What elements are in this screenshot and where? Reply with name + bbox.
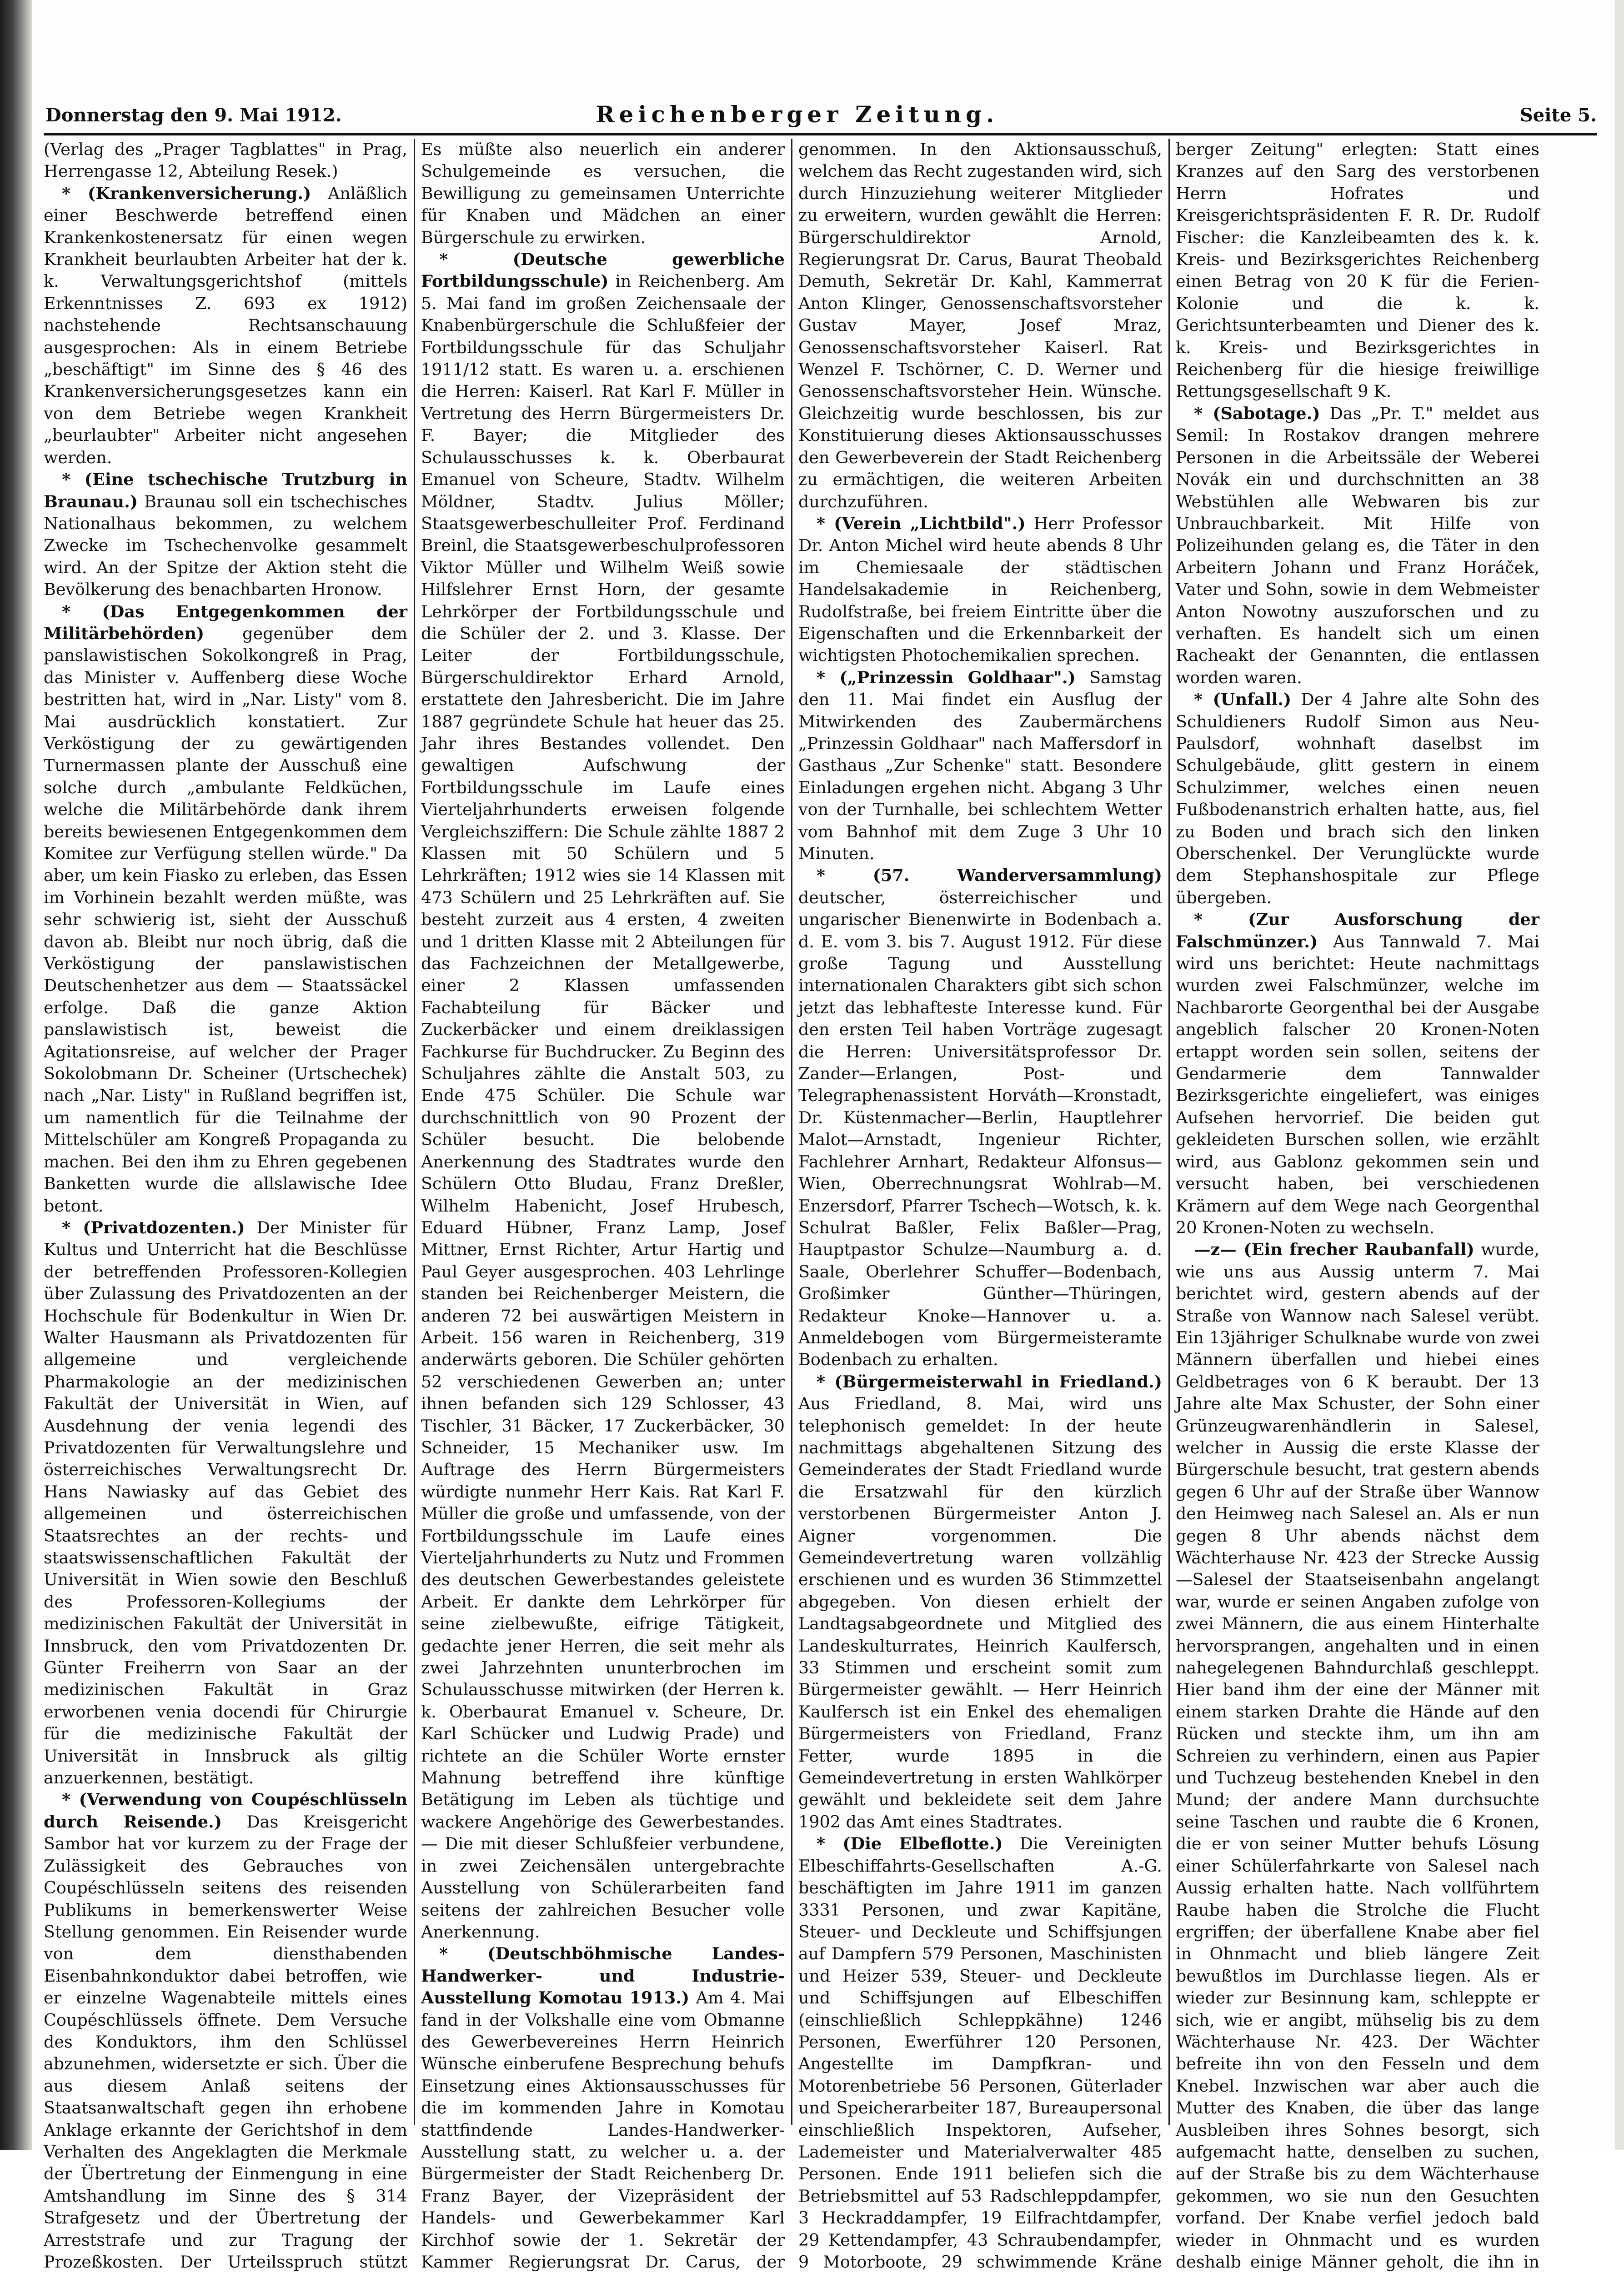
article-text: Am 4. Mai fand in der Volkshalle eine vom Obmanne des Gewerbevereines Herrn Heinrich Wünsche einberufene Besprechung behufs Einsetzung eines Aktionsausschusses für die im kommenden Jahre in Komotau stattfindende Landes-Handwerker-Ausstellung statt, zu welcher u. a. der Bürgermeister der Stadt Reichenberg Dr. Franz Bayer, der Vizepräsident der Handels- und Gewerbekammer Karl Kirchhof sowie der 1. Sekretär der Kammer Regierungsrat Dr. Carus, der [421, 1988, 785, 2272]
article-paragraph [44, 1789, 407, 2273]
scan-edge-left [0, 0, 32, 2150]
article-text: Das „Pr. T." meldet aus Semil: In Rostakov drangen mehrere Personen in die Arbeitssäle der Weberei Novák ein und durchschnitten an 38 Webstühlen alle Webwaren bis zur Unbrauchbarkeit. Mit Hilfe von Polizeihunden gelang es, die Täter in den Arbeitern Johann und Franz Horáček, Vater und Sohn, sowie in dem Webmeister Anton Nowotny auszuforschen und zu verhaften. Es handelt sich um einen Racheakt der Genannten, die entlassen worden waren. [1176, 403, 1539, 687]
article-paragraph [44, 139, 407, 183]
article-paragraph [44, 601, 407, 1217]
article-paragraph [1176, 403, 1539, 689]
column-4 [1176, 139, 1540, 2272]
article-text: Es müßte also neuerlich ein anderer Schulgemeinde es versuchen, die Bewilligung zu gemeinsamen Unterrichte für Knaben und Mädchen an einer Bürgerschule zu erwirken. [421, 140, 785, 247]
article-paragraph [421, 139, 785, 249]
article-text: Der 4 Jahre alte Sohn des Schuldieners Rudolf Simon aus Neu-Paulsdorf, wohnhaft daselbst im Schulgebäude, glitt gestern in einem Schulzimmer, welches einen neuen Fußbodenanstrich erhalten hatte, aus, fiel zu Boden und brach sich den linken Oberschenkel. Der Verunglückte wurde dem Stephanshospitale zur Pflege übergeben. [1176, 690, 1540, 907]
article-heading: * (Bürgermeisterwahl in Friedland.) [817, 1372, 1162, 1392]
article-text: Herr Professor Dr. Anton Michel wird heute abends 8 Uhr im Chemiesaale der städtischen Handelsakademie in Reichenberg, Rudolfstraße, bei freiem Eintritte über die Eigenschaften und die Erkennbarkeit der wichtigsten Photochemikalien sprechen. [798, 513, 1162, 666]
article-paragraph [798, 513, 1162, 667]
article-text: gegenüber dem panslawistischen Sokolkongreß in Prag, das Minister v. Auffenberg diese Woche bestritten hat, wird in „Nar. Listy" vom 8. Mai ausdrücklich konstatiert. Zur Verköstigung der zu gewärtigenden Turnermassen plante der Ausschuß eine solche durch „ambulante Feldküchen, welche die Militärbehörde dank ihrem bereits bewiesenen Entgegenkommen dem Komitee zur Verfügung stellen würde." Da aber, um kein Fiasko zu erleben, das Essen im Vorhinein bezahlt werden müßte, was sehr schwierig ist, sieht der Ausschuß davon ab. Bleibt nur noch übrig, daß die Verköstigung der panslawistischen Deutschenhetzer aus dem — Staatssäckel erfolge. Daß die ganze Aktion panslawistisch ist, beweist die Agitationsreise, auf welcher der Prager Sokolobmann Dr. Scheiner (Urtschechek) nach „Nar. Listy" in Rußland begriffen ist, um namentlich für die Teilnahme der Mittelschüler am Kongreß Propaganda zu machen. Bei den ihm zu Ehren gegebenen Banketten wurde die allslawische Idee betont. [44, 623, 407, 1216]
article-text: genommen. In den Aktionsausschuß, welchem das Recht zugestanden wird, sich durch Hinzuziehung weiterer Mitglieder zu erweitern, wurden gewählt die Herren: Bürgerschuldirektor Arnold, Regierungsrat Dr. Carus, Baurat Theobald Demuth, Sekretär Dr. Kahl, Kammerrat Anton Klinger, Genossenschaftsvorsteher Gustav Mayer, Josef Mraz, Genossenschaftsvorsteher Kaiserl. Rat Wenzel F. Tschörner, C. D. Werner und Genossenschaftsvorsteher Hein. Wünsche. Gleichzeitig wurde beschlossen, bis zur Konstituierung dieses Aktionsausschusses den Gewerbeverein der Stadt Reichenberg zu ermächtigen, die weiteren Arbeiten durchzuführen. [798, 140, 1162, 511]
article-paragraph [421, 1943, 785, 2273]
article-paragraph [798, 1833, 1162, 2273]
scan-edge-right [1615, 0, 1624, 2150]
article-paragraph [1176, 1239, 1539, 2273]
article-text: in Reichenberg. Am 5. Mai fand im großen Zeichensaale der Knabenbürgerschule die Schlußfeier der Fortbildungsschule für das Schuljahr 1911/12 statt. Es waren u. a. erschienen die Herren: Kaiserl. Rat Karl F. Müller in Vertretung des Herrn Bürgermeisters Dr. F. Bayer; die Mitglieder des Schulausschusses k. k. Oberbaurat Emanuel von Scheure, Stadtv. Wilhelm Möldner, Stadtv. Julius Möller; Staatsgewerbeschulleiter Prof. Ferdinand Breinl, die Staatsgewerbeschulprofessoren Viktor Müller und Wilhelm Weiß sowie Hilfslehrer Ernst Horn, der gesamte Lehrkörper der Fortbildungsschule und die Schüler der 2. und 3. Klasse. Der Leiter der Fortbildungsschule, Bürgerschuldirektor Erhard Arnold, erstattete den Jahresbericht. Die im Jahre 1887 gegründete Schule hat heuer das 25. Jahr ihres Bestandes vollendet. Den gewaltigen Aufschwung der Fortbildungsschule im Laufe eines Vierteljahrhunderts erweisen folgende Vergleichsziffern: Die Schule zählte 1887 2 Klassen mit 50 Schülern und 5 Lehrkräften; 1912 wies sie 14 Klassen mit 473 Schülern und 25 Lehrkräften auf. Sie besteht zurzeit aus 4 ersten, 4 zweiten und 1 dritten Klasse mit 2 Abteilungen für das Fachzeichnen der Metallgewerbe, einer 2 Klassen umfassenden Fachabteilung für Bäcker und Zuckerbäcker und einem dreiklassigen Fachkurse für Buchdrucker. Zu Beginn des Schuljahres zählte die Anstalt 503, zu Ende 475 Schüler. Die Schule war durchschnittlich von 90 Prozent der Schüler besucht. Die belobende Anerkennung des Stadtrates wurde den Schülern Otto Bludau, Franz Dreßler, Wilhelm Habenicht, Josef Hrubesch, Eduard Hübner, Franz Lamp, Josef Mittner, Ernst Richter, Artur Hartig und Paul Geyer ausgesprochen. 403 Lehrlinge standen bei Reichenberger Meistern, die anderen 72 bei auswärtigen Meistern in Arbeit. 156 waren in Reichenberg, 319 anderwärts geboren. Die Schüler gehörten 52 verschiedenen Gewerben an; unter ihnen befanden sich 129 Schlosser, 43 Tischler, 31 Bäcker, 17 Zuckerbäcker, 30 Schneider, 15 Mechaniker usw. Im Auftrage des Herrn Bürgermeisters würdigte nunmehr Herr Kais. Rat Karl F. Müller die große und umfassende, von der Fortbildungsschule im Laufe eines Vierteljahrhunderts zu Nutz und Frommen des deutschen Gewerbestandes geleistete Arbeit. Er dankte dem Lehrkörper für seine zielbewußte, eifrige Tätigkeit, gedachte jener Herren, die seit mehr als zwei Jahrzehnten ununterbrochen im Schulausschusse mitwirken (der Herren k. k. Oberbaurat Emanuel v. Scheure, Dr. Karl Schücker und Ludwig Prade) und richtete an die Schüler Worte ernster Mahnung betreffend ihre künftige Betätigung im Leben als tüchtige und wackere Angehörige des Gewerbestandes. — Die mit dieser Schlußfeier verbundene, in zwei Zeichensälen untergebrachte Ausstellung von Schülerarbeiten fand seitens der zahlreichen Besucher volle Anerkennung. [421, 271, 785, 1942]
article-paragraph [1176, 909, 1539, 1239]
article-paragraph [421, 249, 785, 1943]
article-paragraph [44, 469, 407, 601]
column-divider [1168, 139, 1170, 2125]
article-paragraph [798, 139, 1162, 513]
article-paragraph [798, 667, 1162, 865]
article-heading: * („Prinzessin Goldhaar".) [817, 667, 1076, 687]
article-text: wurde, wie uns aus Aussig unterm 7. Mai berichtet wird, gestern abends auf der Straße von Wannow nach Salesel verübt. Ein 13jähriger Schulknabe wurde von zwei Männern überfallen und hiebei eines Geldbetrages von 6 K beraubt. Der 13 Jahre alte Max Schuster, der Sohn einer Grünzeugwarenhändlerin in Salesel, welcher in Aussig die erste Klasse der Bürgerschule besucht, trat gestern abends gegen 6 Uhr auf der Straße über Wannow den Heimweg nach Salesel an. Als er nun gegen 8 Uhr abends nächst dem Wächterhause Nr. 423 der Strecke Aussig—Salesel der Staatseisenbahn angelangt war, wurde er seinen Angaben zufolge von zwei Männern, die aus einem Hinterhalte hervorsprangen, angehalten und in einen nahegelegenen Bahndurchlaß geschleppt. Hier band ihm der eine der Männer mit einem starken Drahte die Hände auf den Rücken und steckte ihm, um ihn am Schreien zu verhindern, einen aus Papier und Tuchzeug bestehenden Knebel in den Mund; der andere Mann durchsuchte seine Taschen und raubte die 6 Kronen, die er von seiner Mutter behufs Lösung einer Schülerfahrkarte von Salesel nach Aussig erhalten hatte. Nach vollführtem Raube haben die Strolche die Flucht ergriffen; der überfallene Knabe aber fiel in Ohnmacht und blieb längere Zeit bewußtlos im Durchlasse liegen. Als er wieder zur Besinnung kam, schleppte er sich, wie er angibt, mühselig bis zu dem Wächterhause Nr. 423. Der Wächter befreite ihn von den Fesseln und dem Knebel. Inzwischen war aber auch die Mutter des Knaben, die über das lange Ausbleiben ihres Sohnes besorgt, sich aufgemacht hatte, denselben zu suchen, auf der Straße bis zu dem Wächterhause gekommen, wo sie nun den Gesuchten vorfand. Der Knabe verfiel jedoch bald wieder in Ohnmacht und es wurden deshalb einige Männer geholt, die ihn in [1176, 1240, 1539, 2272]
article-heading: * (Zur Ausforschung der Falschmünzer.) [1176, 910, 1539, 951]
article-text: deutscher, österreichischer und ungarischer Bienenwirte in Bodenbach a. d. E. vom 3. bis 7. August 1912. Für diese große Tagung und Ausstellung internationalen Charakters gibt sich schon jetzt das lebhafteste Interesse kund. Für den ersten Teil haben Vorträge zugesagt die Herren: Universitätsprofessor Dr. Zander—Erlangen, Post- und Telegraphenassistent Horváth—Kronstadt, Dr. Küstenmacher—Berlin, Hauptlehrer Malot—Arnstadt, Ingenieur Richter, Fachlehrer Arnhart, Redakteur Alfonsus—Wien, Oberrechnungsrat Wohlrab—M. Enzersdorf, Pfarrer Tschech—Wotsch, k. k. Schulrat Baßler, Felix Baßler—Prag, Hauptpastor Schulze—Naumburg a. d. Saale, Oberlehrer Schuffer—Bodenbach, Großimker Günther—Thüringen, Redakteur Knoke—Hannover u. a. Anmeldebogen vom Bürgermeisteramte Bodenbach zu erhalten. [798, 887, 1162, 1370]
article-text: Samstag den 11. Mai findet ein Ausflug der Mitwirkenden des Zaubermärchens „Prinzessin Goldhaar" nach Maffersdorf in Gasthaus „Zur Schenke" statt. Besondere Einladungen ergehen nicht. Abgang 3 Uhr von der Turnhalle, bei schlechtem Wetter vom Bahnhof mit dem Zuge 3 Uhr 10 Minuten. [798, 667, 1162, 863]
article-text: Anläßlich einer Beschwerde betreffend einen Krankenkostenersatz für einen wegen Krankheit beurlaubten Arbeiter hat der k. k. Verwaltungsgerichtshof (mittels Erkenntnisses Z. 693 ex 1912) nachstehende Rechtsanschauung ausgesprochen: Als in einem Betriebe „beschäftigt" im Sinne des § 46 des Krankenversicherungsgesetzes kann ein von dem Betriebe wegen Krankheit „beurlaubter" Arbeiter nicht angesehen werden. [44, 183, 407, 467]
article-heading: * (Sabotage.) [1194, 403, 1320, 423]
column-divider [414, 139, 415, 2125]
page-number: Seite 5. [1519, 105, 1597, 126]
column-divider [791, 139, 792, 2125]
article-heading: * (Unfall.) [1194, 690, 1292, 710]
article-text: (Verlag des „Prager Tagblattes" in Prag, Herrengasse 12, Abteilung Resek.) [44, 140, 407, 181]
header-date: Donnerstag den 9. Mai 1912. [45, 105, 342, 126]
article-heading: * (Die Elbeflotte.) [817, 1834, 1003, 1854]
column-3 [798, 139, 1163, 2272]
article-paragraph [798, 1371, 1162, 1833]
article-text: Aus Friedland, 8. Mai, wird uns telephonisch gemeldet: In der heute nachmittags abgehaltenen Sitzung des Gemeinderates der Stadt Friedland wurde die Ersatzwahl für den kürzlich verstorbenen Bürgermeister Anton J. Aigner vorgenommen. Die Gemeindevertretung waren vollzählig erschienen und es wurden 36 Stimmzettel abgegeben. Von diesen erhielt der Landtagsabgeordnete und Mitglied des Landeskulturrates, Heinrich Kaulfersch, 33 Stimmen und erscheint somit zum Bürgermeister gewählt. — Herr Heinrich Kaulfersch ist ein Enkel des ehemaligen Bürgermeisters von Friedland, Franz Fetter, wurde 1895 in die Gemeindevertretung in ersten Wahlkörper gewählt und bekleidete seit dem Jahre 1902 das Amt eines Stadtrates. [798, 1394, 1162, 1832]
article-heading: * (Krankenversicherung.) [62, 183, 311, 203]
article-text: Die Vereinigten Elbeschiffahrts-Gesellschaften A.-G. beschäftigten im Jahre 1911 im ganzen 3331 Personen, und zwar Kapitäne, Steuer- und Deckleute und Schiffsjungen auf Dampfern 579 Personen, Maschinisten und Heizer 539, Steuer- und Deckleute und Schiffsjungen auf Elbeschiffen (einschließlich Schleppkähne) 1246 Personen, Ewerführer 120 Personen, Angestellte im Dampfkran- und Motorenbetriebe 56 Personen, Güterlader und Speicherarbeiter 187, Bureaupersonal einschließlich Inspektoren, Aufseher, Lademeister und Materialverwalter 485 Personen. Ende 1911 beliefen sich die Betriebsmittel auf 53 Radschleppdampfer, 3 Heckraddampfer, 19 Eilfrachtdampfer, 29 Kettendampfer, 43 Schraubendampfer, 9 Motorboote, 29 schwimmende Kräne [798, 1834, 1163, 2272]
column-2 [421, 139, 785, 2272]
article-heading: * (Privatdozenten.) [62, 1217, 245, 1237]
header-rule [44, 133, 1597, 135]
article-paragraph [44, 1217, 407, 1789]
article-paragraph [44, 183, 407, 469]
column-1 [44, 139, 407, 2272]
article-paragraph [798, 865, 1162, 1371]
article-heading: —z— (Ein frecher Raubanfall) [1194, 1240, 1474, 1260]
article-paragraph [1176, 139, 1539, 403]
masthead-title: Reichenberger Zeitung. [596, 101, 999, 128]
article-heading: * (Das Entgegenkommen der Militärbehörden) [44, 601, 407, 643]
article-text: Braunau soll ein tschechisches Nationalhaus bekommen, zu welchem Zwecke im Tschechenvolke gesammelt wird. An der Spitze der Aktion steht die Bevölkerung des benachbarten Hronow. [44, 491, 407, 600]
article-heading: * (Deutschböhmische Landes-Handwerker- und Industrie-Ausstellung Komotau 1913.) [421, 1944, 785, 2008]
article-heading: * (57. Wanderversammlung) [817, 866, 1162, 886]
article-paragraph [1176, 689, 1539, 909]
article-text: Der Minister für Kultus und Unterricht hat die Beschlüsse der betreffenden Professoren-Kollegien über Zulassung des Privatdozenten an der Hochschule für Bodenkultur in Wien Dr. Walter Hausmann als Privatdozenten für allgemeine und vergleichende Pharmakologie an der medizinischen Fakultät der Universität in Wien, auf Ausdehnung der venia legendi des Privatdozenten für Verwaltungslehre und österreichisches Verwaltungsrecht Dr. Hans Nawiasky auf das Gebiet des allgemeinen und österreichischen Staatsrechtes an der rechts- und staatswissenschaftlichen Fakultät der Universität in Wien sowie den Beschluß des Professoren-Kollegiums der medizinischen Fakultät der Universität in Innsbruck, den vom Privatdozenten Dr. Günter Freiherrn von Saar an der medizinischen Fakultät in Graz erworbenen venia docendi für Chirurgie für die medizinische Fakultät der Universität in Innsbruck als giltig anzuerkennen, bestätigt. [44, 1217, 407, 1788]
article-heading: * (Verein „Lichtbild".) [817, 513, 1026, 533]
article-heading: * (Verwendung von Coupéschlüsseln durch Reisende.) [44, 1790, 407, 1832]
article-text: berger Zeitung" erlegten: Statt eines Kranzes auf den Sarg des verstorbenen Herrn Hofrates und Kreisgerichtspräsidenten F. R. Dr. Rudolf Fischer: die Kanzleibeamten des k. k. Kreis- und Bezirksgerichtes Reichenberg einen Betrag von 20 K für die Ferien-Kolonie und die k. k. Gerichtsunterbeamten und Diener des k. k. Kreis- und Bezirksgerichtes in Reichenberg für die hiesige freiwillige Rettungsgesellschaft 9 K. [1176, 140, 1539, 401]
article-text: Aus Tannwald 7. Mai wird uns berichtet: Heute nachmittags wurden zwei Falschmünzer, welche im Nachbarorte Georgenthal bei der Ausgabe angeblich falscher 20 Kronen-Noten ertappt worden sein sollen, seitens der Gendarmerie dem Tannwalder Bezirksgerichte eingeliefert, was einiges Aufsehen hervorrief. Die beiden gut gekleideten Burschen sollen, wie erzählt wird, aus Gablonz gekommen sein und versucht haben, bei verschiedenen Krämern auf dem Wege nach Georgenthal 20 Kronen-Noten zu wechseln. [1176, 931, 1539, 1237]
page-header [45, 101, 1597, 133]
article-heading: * (Deutsche gewerbliche Fortbildungsschule) [421, 250, 785, 291]
article-heading: * (Eine tschechische Trutzburg in Braunau.) [44, 470, 407, 511]
article-text: Das Kreisgericht Sambor hat vor kurzem zu der Frage der Zulässigkeit des Gebrauches von Coupéschlüsseln seitens des reisenden Publikums in bemerkenswerter Weise Stellung genommen. Ein Reisender wurde von dem diensthabenden Eisenbahnkonduktor dabei betroffen, wie er einzelne Wagenabteile mittels eines Coupéschlüssels öffnete. Dem Versuche des Konduktors, ihm den Schlüssel abzunehmen, widersetzte er sich. Über die aus diesem Anlaß seitens der Staatsanwaltschaft gegen ihn erhobene Anklage erkannte der Gerichtshof in dem Verhalten des Angeklagten die Merkmale der Übertretung der Einmengung in eine Amtshandlung im Sinne des § 314 Strafgesetz und der Übertretung der Arreststrafe und zur Tragung der Prozeßkosten. Der Urteilsspruch stützt [44, 1812, 407, 2272]
